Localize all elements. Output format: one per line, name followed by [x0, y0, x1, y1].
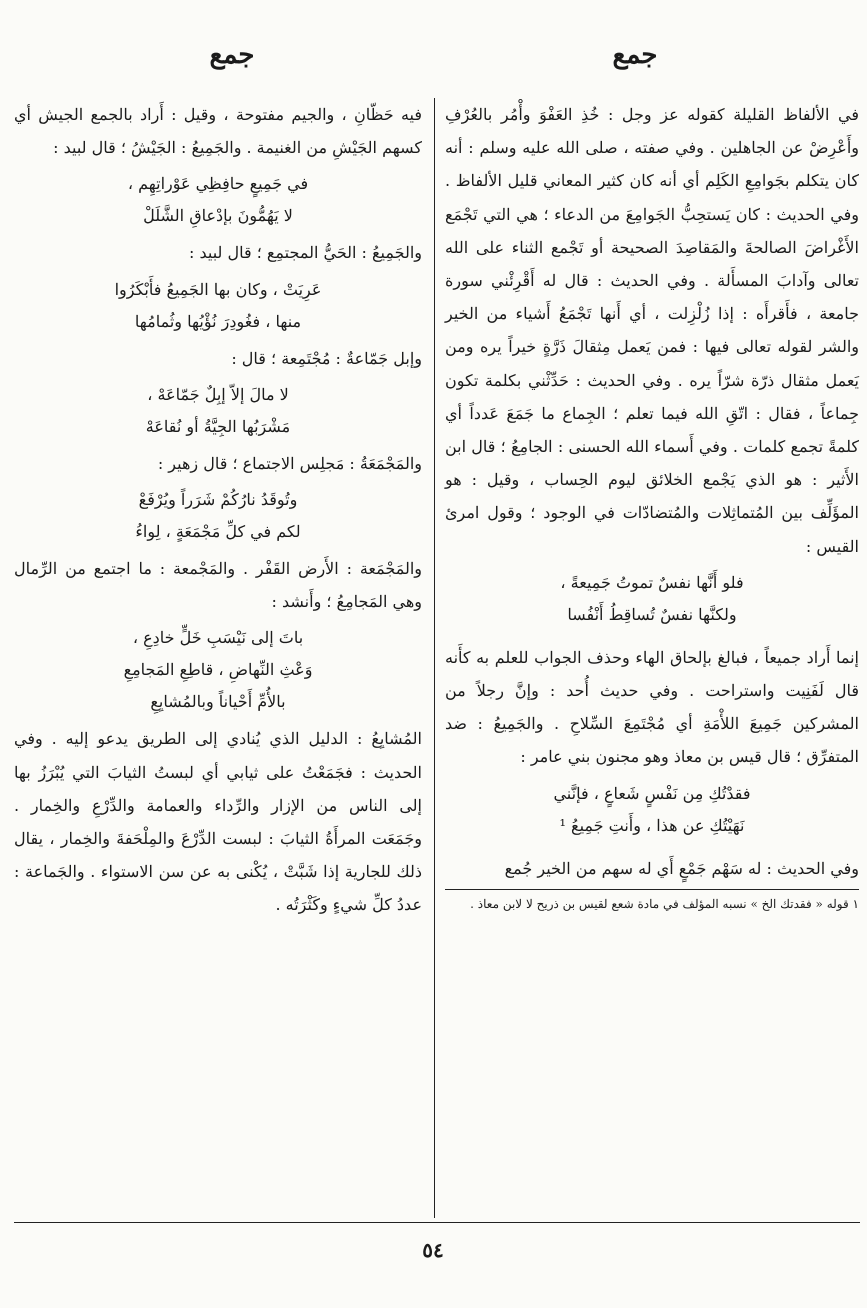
- right-column: [445, 98, 859, 914]
- verse-line: لكم في كلِّ مَجْمَعَةٍ ، لِواءُ: [135, 522, 301, 542]
- paragraph: وإبل جَمّاعةٌ : مُجْتَمِعة ؛ قال :: [231, 348, 422, 368]
- verse-block: [14, 622, 422, 718]
- verse-line: عَرِيَتْ ، وكان بها الجَمِيعُ فأَبْكَرُوا: [114, 279, 322, 299]
- page-number: ٥٤: [422, 1238, 444, 1262]
- verse-line: لا يَهُمُّونَ بإدْعاقِ الشَّلَلْ: [143, 206, 293, 226]
- verse-block: [445, 778, 859, 842]
- verse-line: مَشْرَبُها الجِيَّةُ أو نُقاعَهْ: [145, 416, 291, 436]
- page-header: [0, 40, 867, 90]
- verse-block: [14, 168, 422, 232]
- column-divider: [434, 98, 435, 1218]
- paragraph: إنما أَراد جميعاً ، فبالغ بإلحاق الهاء وحذف الجواب للعلم به كأَنه قال لَفَنِيت واستراحت . وفي حديث أُحد : وإنَّ رجلاً من المشركين جَمِيعَ اللأْمَةِ أي مُجْتَمِعَ السِّلاحِ . والجَمِيعُ : ضد المتفرِّق ؛ قال قيس بن معاذ وهو مجنون بني عامر :: [445, 647, 859, 767]
- paragraph: فيه حَظّانِ ، والجيم مفتوحة ، وقيل : أَراد بالجمع الجيش أي كسهم الجَيْشِ من الغنيمة . والجَمِيعُ : الجَيْشُ ؛ قال لبيد :: [14, 105, 422, 158]
- paragraph: وفي الحديث : له سَهْم جَمْعٍ أَي له سهم من الخير جُمع: [504, 858, 859, 878]
- verse-line: فلو أَنَّها نفسٌ تموتُ جَمِيعةً ،: [560, 572, 744, 592]
- paragraph: في الألفاظ القليلة كقوله عز وجل : خُذِ العَفْوَ وأْمُر بالعُرْفِ وأَعْرِضْ عن الجاهلين . وفي صفته ، صلى الله عليه وسلم : أنه كان يتكلم بجَوامِعِ الكَلِم أي أنه كان كثير المعاني قليل الألفاظ . وفي الحديث : كان يَستحِبُّ الجَوامِعَ من الدعاء ؛ هي التي تَجْمَع الأَغْراضَ الصالحةَ والمَقاصِدَ الصحيحة أو تَجْمع الثناء على الله تعالى وآدابَ المسأَلة . وفي الحديث : قال له أَقْرِئْني سورة جامعة ، فأَقرأَه : إذا زُلْزِلت ، أي أَنها تَجْمَعُ أَشياء من الخير والشر لقوله تعالى فيها : فمن يَعمل مِثقالَ ذَرَّةٍ خيراً يره ومن يَعمل مثقال ذرّة شرّاً يره . وفي الحديث : حَدِّثْني بكلمة تكون جِماعاً ، فقال : اتّقِ الله فيما تعلم ؛ الجِماع ما جَمَعَ عَدداً أي كلمةً تجمع كلمات . وفي أَسماء الله الحسنى : الجامِعُ ؛ قال ابن الأَثير : هو الذي يَجْمع الخلائق ليوم الحِساب ، وقيل : هو المؤَلِّف بين المُتماثِلات والمُتضادّات في الوجود ؛ وقول امرئ القيس :: [445, 105, 859, 556]
- verse-line: فقدْتُكِ مِن نَفْسٍ شَعاعٍ ، فإنَّني: [553, 783, 751, 803]
- paragraph: والمَجْمَعَةُ : مَجلِس الاجتماع ؛ قال زهير :: [157, 453, 422, 473]
- running-head-left: جمع: [209, 40, 255, 70]
- paragraph: والمَجْمَعة : الأَرض القَفْر . والمَجْمعة : ما اجتمع من الرِّمال وهي المَجامِعُ ؛ وأَنشد :: [14, 559, 422, 612]
- bottom-rule: [14, 1222, 860, 1223]
- paragraph: المُشايِعُ : الدليل الذي يُنادي إلى الطريق يدعو إليه . وفي الحديث : فجَمَعْتُ على ثيابي أي لبستُ الثيابَ التي يُبْرَزُ بها إلى الناس من الإزار والرِّداء والعمامة والدِّرْعِ والخِمار . وجَمَعَت المرأَةُ الثيابَ : لبست الدِّرْعَ والمِلْحَفةَ والخِمار ، يقال ذلك للجارية إذا شَبَّتْ ، يُكْنى به عن سن الاستواء . والجَماعة : عددُ كلِّ شيءٍ وكَثْرَتُه .: [14, 729, 422, 915]
- verse-line: ولكنَّها نفسٌ تُساقِطُ أَنْفُسا: [567, 604, 737, 624]
- verse-block: [14, 379, 422, 443]
- verse-line: في جَمِيعٍ حافِظِي عَوْراتِهِم ،: [127, 174, 309, 194]
- verse-line: باتَ إلى نَيْسَبِ خَلٍّ خادِعِ ،: [132, 628, 304, 648]
- verse-line: منها ، فغُودِرَ نُؤْيُها وثُمامُها: [134, 311, 302, 331]
- verse-line: وتُوقَدُ نارُكُمْ شَرَراً ويُرْفَعْ: [138, 490, 298, 510]
- footnote: ١ قوله « فقدتك الخ » نسبه المؤلف في مادة شعع لقيس بن ذريح لا لابن معاذ .: [470, 896, 859, 911]
- verse-block: [14, 484, 422, 548]
- paragraph: والجَمِيعُ : الحَيُّ المجتمِع ؛ قال لبيد :: [189, 243, 422, 263]
- verse-line: وَعْثِ النِّهاضِ ، قاطِعِ المَجامِعِ: [123, 660, 313, 680]
- verse-line: بالأُمِّ أَحْياناً وبالمُشايِعِ: [150, 692, 286, 712]
- verse-line: نَهَيْتُكِ عن هذا ، وأَنتِ جَمِيعُ ¹: [559, 815, 745, 835]
- left-column: [14, 98, 422, 922]
- verse-block: [445, 567, 859, 631]
- verse-line: لا مالَ إلاّ إبِلٌ جَمّاعَهْ ،: [147, 384, 289, 404]
- verse-block: [14, 274, 422, 338]
- running-head-right: جمع: [612, 40, 658, 70]
